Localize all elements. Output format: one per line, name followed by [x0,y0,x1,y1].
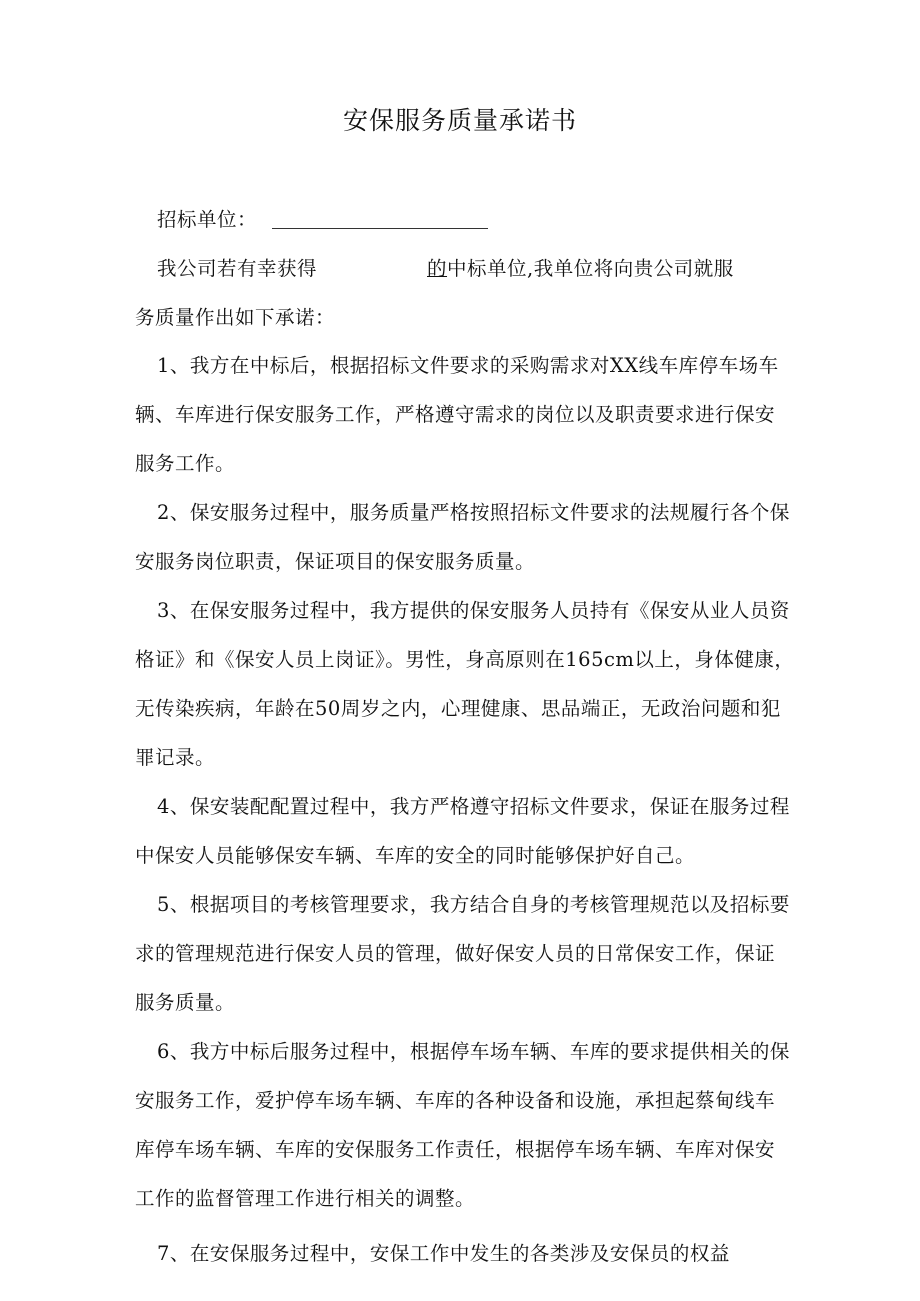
item-6-line-3: 库停车场车辆、车库的安保服务工作责任，根据停车场车辆、车库对保安 [135,1138,776,1161]
item-2-line-1: 2、保安服务过程中，服务质量严格按照招标文件要求的法规履行各个保 [157,501,790,524]
intro-line-1 [157,254,734,284]
bidder-label: 招标单位： [157,208,258,231]
intro-underlined: 的 [427,257,448,280]
bidder-blank-line [272,228,488,229]
item-3-line-2: 格证》和《保安人员上岗证》。男性，身高原则在165cm以上，身体健康， [135,648,795,671]
item-3-line-4: 罪记录。 [135,746,216,769]
item-5-line-3: 服务质量。 [135,991,236,1014]
intro-part-3: 中标单位,我单位将向贵公司就服 [447,257,734,280]
item-5-line-1: 5、根据项目的考核管理要求，我方结合自身的考核管理规范以及招标要 [157,893,790,916]
intro-part-1: 我公司若有幸获得 [157,257,318,280]
document-title: 安保服务质量承诺书 [342,106,577,135]
intro-line-2: 务质量作出如下承诺： [135,306,336,329]
item-5-line-2: 求的管理规范进行保安人员的管理，做好保安人员的日常保安工作，保证 [135,942,776,965]
item-6-line-1: 6、我方中标后服务过程中，根据停车场车辆、车库的要求提供相关的保 [157,1040,790,1063]
item-1-line-2: 辆、车库进行保安服务工作，严格遵守需求的岗位以及职责要求进行保安 [135,403,776,426]
item-6-line-4: 工作的监督管理工作进行相关的调整。 [135,1187,476,1210]
item-6-line-2: 安服务工作，爱护停车场车辆、车库的各种设备和设施，承担起蔡甸线车 [135,1089,776,1112]
item-1-line-3: 服务工作。 [135,452,236,475]
item-7-line-1: 7、在安保服务过程中，安保工作中发生的各类涉及安保员的权益 [157,1242,730,1265]
item-1-line-1: 1、我方在中标后，根据招标文件要求的采购需求对XX线车库停车场车 [157,354,779,377]
item-3-line-3: 无传染疾病，年龄在50周岁之内，心理健康、思品端正，无政治问题和犯 [135,697,781,720]
item-4-line-1: 4、保安装配配置过程中，我方严格遵守招标文件要求，保证在服务过程 [157,795,790,818]
item-3-line-1: 3、在保安服务过程中，我方提供的保安服务人员持有《保安从业人员资 [157,599,790,622]
item-2-line-2: 安服务岗位职责，保证项目的保安服务质量。 [135,550,536,573]
item-4-line-2: 中保安人员能够保安车辆、车库的安全的同时能够保护好自己。 [135,844,696,867]
